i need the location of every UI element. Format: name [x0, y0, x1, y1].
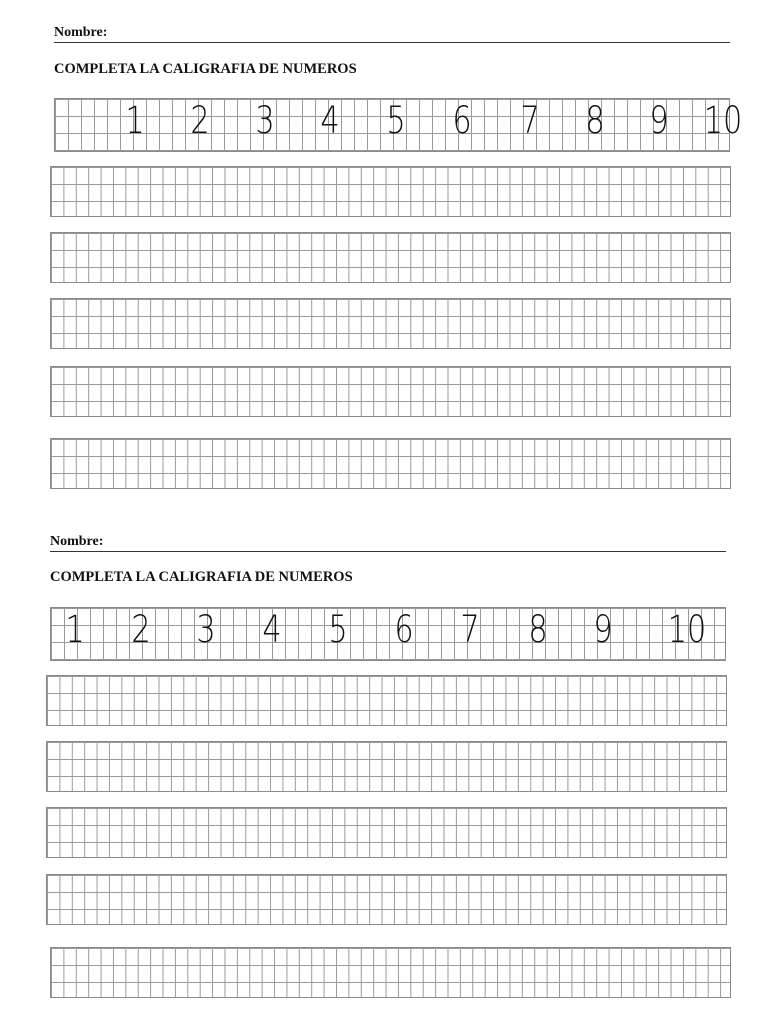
model-digit-6: 6: [452, 99, 472, 142]
model-digit-7: 7: [520, 99, 540, 142]
model-digit-8: 8: [585, 99, 605, 142]
model-digit-3: 3: [255, 99, 275, 142]
model-digit-1: 1: [125, 99, 145, 142]
practice-row-5: [50, 438, 731, 489]
worksheet-title: COMPLETA LA CALIGRAFIA DE NUMEROS: [54, 61, 357, 77]
model-digit-5: 5: [328, 608, 348, 651]
model-digit-3: 3: [196, 608, 216, 651]
practice-row-3: [46, 807, 727, 858]
practice-row-4: [50, 366, 731, 417]
model-digit-4: 4: [320, 99, 340, 142]
model-digit-2: 2: [190, 99, 210, 142]
model-digit-8: 8: [528, 608, 548, 651]
nombre-label: Nombre:: [50, 534, 726, 552]
number-model-grid: [54, 98, 743, 152]
model-digit-10: 10: [703, 99, 743, 142]
model-digit-10: 10: [667, 608, 707, 651]
practice-row-2: [50, 232, 731, 283]
model-digit-1: 1: [65, 608, 85, 651]
practice-row-5: [50, 947, 731, 998]
practice-row-2: [46, 741, 727, 792]
model-digit-6: 6: [394, 608, 414, 651]
practice-row-1: [46, 675, 727, 726]
practice-row-3: [50, 298, 731, 349]
model-digit-4: 4: [262, 608, 282, 651]
model-digits: [51, 608, 725, 660]
model-digit-2: 2: [131, 608, 151, 651]
nombre-label: Nombre:: [54, 25, 730, 43]
model-digit-9: 9: [593, 608, 613, 651]
model-digit-5: 5: [386, 99, 406, 142]
model-digit-7: 7: [460, 608, 480, 651]
number-model-grid: [50, 607, 726, 661]
model-digits: [55, 99, 743, 151]
practice-row-4: [46, 874, 727, 925]
model-digit-9: 9: [649, 99, 669, 142]
practice-row-1: [50, 166, 731, 217]
worksheet-title: COMPLETA LA CALIGRAFIA DE NUMEROS: [50, 569, 353, 585]
